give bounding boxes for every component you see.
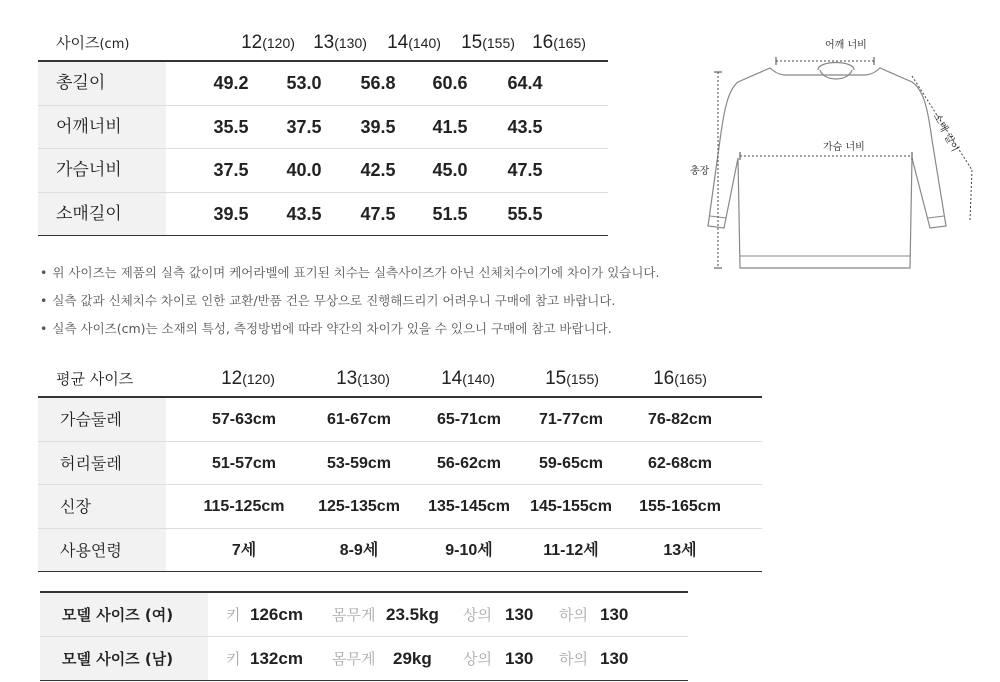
table-cell: 7세 <box>231 541 257 559</box>
table-cell: 42.5 <box>360 160 396 180</box>
size-col-14: 14(140) <box>387 32 441 53</box>
table-row <box>40 637 688 681</box>
table-row <box>38 62 608 106</box>
chest-width-label: 가슴 너비 <box>823 142 865 153</box>
table-cell: 43.5 <box>507 116 543 137</box>
model-size-table <box>40 591 688 681</box>
table-cell: 37.5 <box>286 116 322 137</box>
table-cell: 37.5 <box>213 160 249 180</box>
average-size-table <box>38 360 762 572</box>
table-cell: 43.5 <box>286 203 322 224</box>
size-col-15: 15(155) <box>461 32 515 53</box>
note-item: • 실측 사이즈(cm)는 소재의 특성, 측정방법에 따라 약간의 차이가 있을 수 있으니 구매에 참고 바랍니다. <box>40 320 659 348</box>
table-cell: 53.0 <box>286 73 322 93</box>
table-cell: 56-62cm <box>436 454 502 472</box>
table-row <box>38 398 762 442</box>
table-cell: 9-10세 <box>445 541 493 559</box>
sweatshirt-outline-icon <box>680 30 980 280</box>
table-cell: 65-71cm <box>436 411 502 428</box>
table-row <box>38 149 608 193</box>
shoulder-width-label: 어깨 너비 <box>825 40 867 51</box>
top-value: 130 <box>505 649 534 668</box>
size-table <box>38 22 608 236</box>
table-cell: 115-125cm <box>203 498 285 515</box>
row-label: 소매길이 <box>38 193 166 236</box>
table-cell: 41.5 <box>432 116 468 137</box>
sleeve-length-label: 소매 길이 <box>930 111 961 154</box>
total-length-label: 총장 <box>690 166 710 177</box>
row-label: 모델 사이즈 (여) <box>40 593 208 636</box>
table-cell: 49.2 <box>213 73 249 93</box>
row-label: 총길이 <box>38 62 166 105</box>
row-label: 사용연령 <box>38 529 166 572</box>
weight-key: 몸무게 <box>332 650 376 668</box>
top-key: 상의 <box>463 606 492 624</box>
table-cell: 60.6 <box>432 73 468 93</box>
average-table-header <box>38 360 762 398</box>
row-label: 신장 <box>38 485 166 528</box>
average-header-label: 평균 사이즈 <box>56 370 134 388</box>
size-col-16: 16(165) <box>532 32 586 53</box>
table-cell: 55.5 <box>507 203 543 224</box>
avg-col-14: 14(140) <box>441 368 495 389</box>
table-cell: 35.5 <box>213 116 249 137</box>
table-row <box>38 106 608 150</box>
table-cell: 8-9세 <box>339 541 379 559</box>
table-cell: 59-65cm <box>538 454 604 472</box>
note-item: • 위 사이즈는 제품의 실측 값이며 케어라벨에 표기된 치수는 실측사이즈가 아닌 신체치수이기에 차이가 있습니다. <box>40 264 659 292</box>
table-cell: 155-165cm <box>639 498 721 515</box>
weight-key: 몸무게 <box>332 606 376 624</box>
table-cell: 11-12세 <box>543 541 599 559</box>
bottom-value: 130 <box>600 605 629 624</box>
size-header-label: 사이즈(cm) <box>56 34 130 52</box>
table-cell: 76-82cm <box>647 411 713 428</box>
size-col-13: 13(130) <box>313 32 367 53</box>
avg-col-16: 16(165) <box>653 368 707 389</box>
size-notes <box>40 264 659 348</box>
note-item: • 실측 값과 신체치수 차이로 인한 교환/반품 건은 무상으로 진행해드리기 어려우니 구매에 참고 바랍니다. <box>40 292 659 320</box>
table-cell: 57-63cm <box>211 411 277 428</box>
height-value: 126cm <box>250 605 303 624</box>
avg-col-12: 12(120) <box>221 368 275 389</box>
table-cell: 47.5 <box>360 203 396 224</box>
row-label: 허리둘레 <box>38 442 166 485</box>
table-row <box>38 442 762 486</box>
table-cell: 47.5 <box>507 160 543 180</box>
table-cell: 64.4 <box>507 73 543 93</box>
row-label: 어깨너비 <box>38 106 166 149</box>
height-key: 키 <box>226 650 241 668</box>
row-label: 가슴둘레 <box>38 398 166 441</box>
table-row <box>38 193 608 237</box>
table-cell: 39.5 <box>360 116 396 137</box>
row-label: 가슴너비 <box>38 149 166 192</box>
table-cell: 45.0 <box>432 160 468 180</box>
table-cell: 145-155cm <box>530 498 612 515</box>
top-value: 130 <box>505 605 534 624</box>
top-key: 상의 <box>463 650 492 668</box>
table-row <box>38 529 762 573</box>
table-cell: 56.8 <box>360 73 396 93</box>
table-cell: 13세 <box>663 541 697 559</box>
table-row <box>40 593 688 637</box>
bottom-key: 하의 <box>559 650 588 668</box>
table-cell: 40.0 <box>286 160 322 180</box>
height-key: 키 <box>226 606 241 624</box>
table-cell: 62-68cm <box>647 454 713 472</box>
table-cell: 51-57cm <box>211 454 277 472</box>
weight-value: 23.5kg <box>386 605 439 624</box>
sweatshirt-diagram <box>680 30 980 284</box>
table-cell: 61-67cm <box>326 411 392 428</box>
avg-col-13: 13(130) <box>336 368 390 389</box>
bottom-key: 하의 <box>559 606 588 624</box>
table-cell: 71-77cm <box>538 411 604 428</box>
avg-col-15: 15(155) <box>545 368 599 389</box>
size-table-header <box>38 22 608 62</box>
size-col-12: 12(120) <box>241 32 295 53</box>
weight-value: 29kg <box>393 649 432 668</box>
table-cell: 51.5 <box>432 203 468 224</box>
table-row <box>38 485 762 529</box>
table-cell: 53-59cm <box>326 454 392 472</box>
bottom-value: 130 <box>600 649 629 668</box>
table-cell: 135-145cm <box>428 498 510 515</box>
row-label: 모델 사이즈 (남) <box>40 637 208 680</box>
table-cell: 125-135cm <box>318 498 400 515</box>
table-cell: 39.5 <box>213 203 249 224</box>
height-value: 132cm <box>250 649 303 668</box>
